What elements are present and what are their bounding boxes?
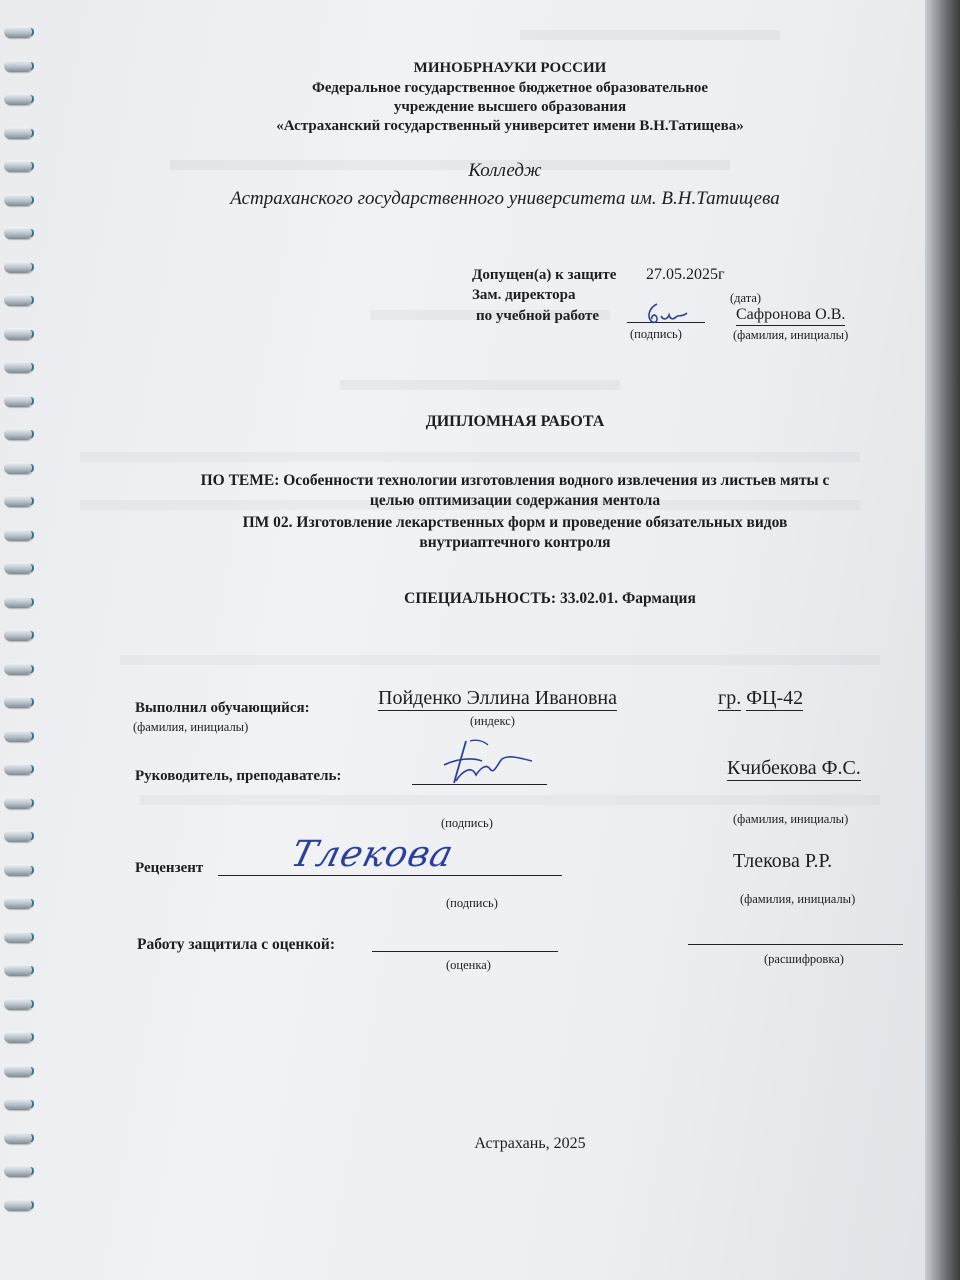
deputy-title-line-2: по учебной работе: [476, 308, 600, 324]
decoding-caption: (расшифровка): [764, 952, 844, 966]
binding-ring: [4, 26, 32, 38]
college-line-2: Астраханского государственного университета им. В.Н.Татищева: [230, 188, 780, 209]
reviewer-label: Рецензент: [135, 860, 204, 876]
topic-line-2: целью оптимизации содержания ментола: [369, 492, 661, 509]
city-year: Астрахань, 2025: [474, 1135, 586, 1152]
deputy-name: Сафронова О.В.: [736, 306, 845, 326]
reviewer-name-caption: (фамилия, инициалы): [740, 892, 856, 906]
module-line-2: внутриаптечного контроля: [419, 534, 611, 551]
admitted-date: 27.05.2025г: [646, 266, 725, 283]
student-label: Выполнил обучающийся:: [135, 700, 310, 716]
reviewer-signature-caption: (подпись): [446, 896, 498, 910]
deputy-name-caption: (фамилия, инициалы): [733, 328, 849, 342]
binding-ring: [4, 1065, 32, 1077]
college-line-1: Колледж: [468, 160, 542, 181]
student-caption: (фамилия, инициалы): [133, 720, 249, 734]
binding-ring: [4, 931, 32, 943]
supervisor-name: Кчибекова Ф.С.: [727, 757, 861, 779]
index-caption: (индекс): [470, 714, 515, 728]
binding-ring: [4, 1165, 32, 1177]
group-prefix: гр.: [718, 687, 742, 709]
specialty: СПЕЦИАЛЬНОСТЬ: 33.02.01. Фармация: [404, 590, 696, 607]
deputy-signature-caption: (подпись): [630, 327, 682, 341]
binding-ring: [4, 864, 32, 876]
binding-ring: [4, 663, 32, 675]
grade-label: Работу защитила с оценкой:: [137, 936, 336, 953]
binding-ring: [4, 361, 32, 373]
student-name: Пойденко Эллина Ивановна: [378, 687, 618, 709]
binding-ring: [4, 1031, 32, 1043]
grade-caption: (оценка): [446, 958, 491, 972]
binding-ring: [4, 830, 32, 842]
reviewer-handwritten-signature: Тлекова: [286, 834, 458, 875]
binding-ring: [4, 395, 32, 407]
supervisor-signature-icon: [436, 735, 546, 790]
date-caption: (дата): [730, 291, 762, 305]
group-code: ФЦ-42: [746, 687, 804, 709]
deputy-title-line-1: Зам. директора: [472, 287, 576, 303]
reviewer-name: Тлекова Р.Р.: [733, 850, 833, 872]
supervisor-label: Руководитель, преподаватель:: [135, 768, 342, 784]
decoding-line: [688, 944, 903, 945]
binding-ring: [4, 294, 32, 306]
institution-line-2: учреждение высшего образования: [393, 99, 627, 115]
binding-ring: [4, 797, 32, 809]
binding-ring: [4, 227, 32, 239]
binding-ring: [4, 696, 32, 708]
binding-ring: [4, 1098, 32, 1110]
institution-line-1: Федеральное государственное бюджетное образовательное: [311, 80, 709, 96]
signature-icon: [643, 300, 693, 328]
binding-ring: [4, 261, 32, 273]
binding-ring: [4, 562, 32, 574]
topic-line-1: ПО ТЕМЕ: Особенности технологии изготовления водного извлечения из листьев мяты с: [200, 472, 830, 489]
binding-ring: [4, 730, 32, 742]
binding-ring: [4, 897, 32, 909]
binding-ring: [4, 629, 32, 641]
document-type-title: ДИПЛОМНАЯ РАБОТА: [425, 413, 605, 430]
binding-ring: [4, 964, 32, 976]
supervisor-name-caption: (фамилия, инициалы): [733, 812, 849, 826]
binding-ring: [4, 328, 32, 340]
grade-line: [372, 951, 558, 952]
binding-ring: [4, 998, 32, 1010]
binding-ring: [4, 763, 32, 775]
ministry-title: МИНОБРНАУКИ РОССИИ: [413, 60, 607, 76]
admitted-label: Допущен(а) к защите: [472, 267, 617, 283]
reviewer-signature-line: [218, 875, 562, 876]
supervisor-signature-caption: (подпись): [441, 816, 493, 830]
module-line-1: ПМ 02. Изготовление лекарственных форм и проведение обязательных видов: [242, 514, 788, 531]
student-group: [718, 687, 803, 711]
binding-ring: [4, 1199, 32, 1211]
university-name: «Астраханский государственный университет имени В.Н.Татищева»: [276, 118, 744, 134]
